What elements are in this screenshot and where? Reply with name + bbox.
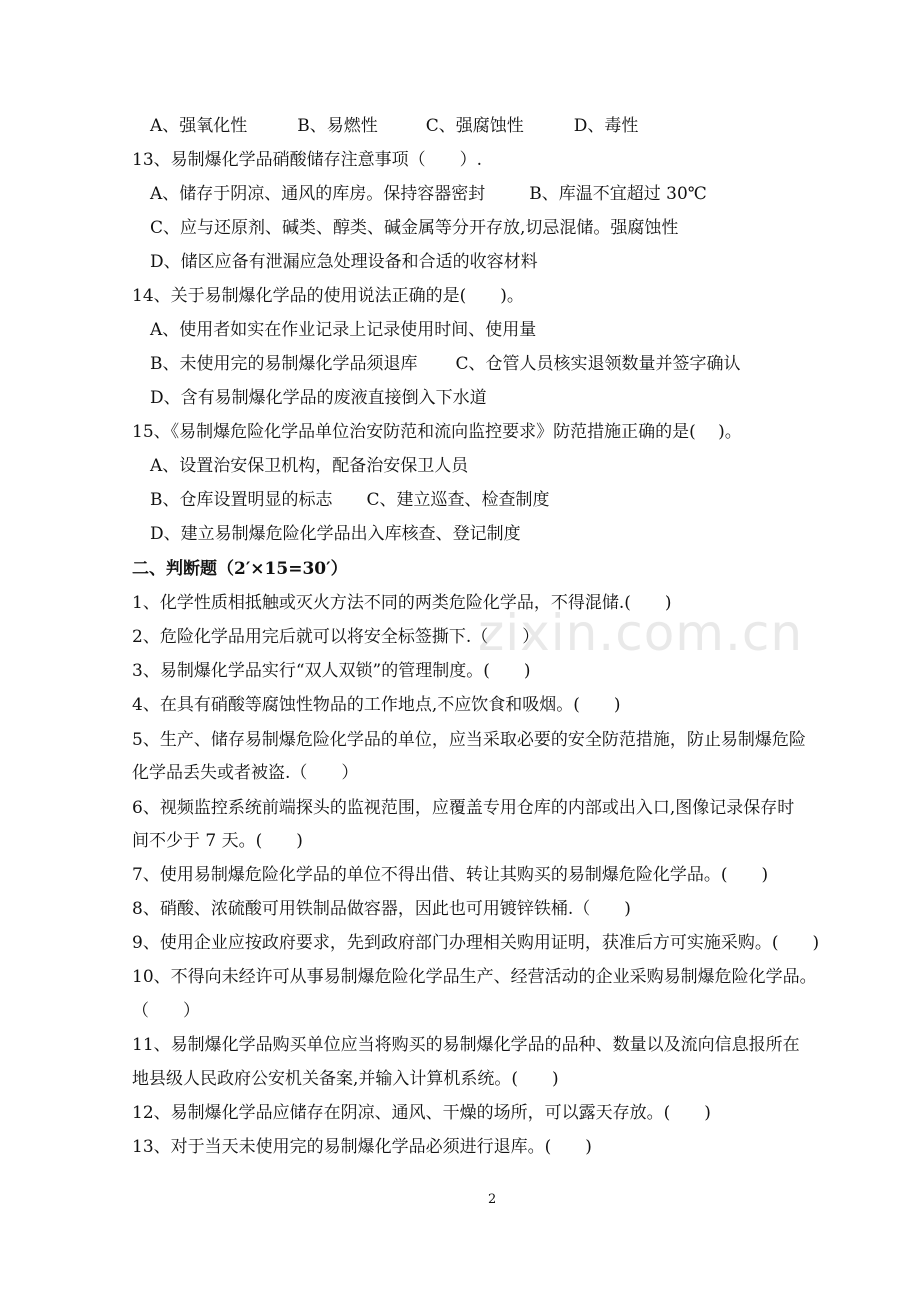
tf-question-13: 13、对于当天未使用完的易制爆化学品必须进行退库。( ) [132, 1137, 592, 1157]
question-14: 14、关于易制爆化学品的使用说法正确的是( )。 [132, 286, 524, 306]
tf-question-5-cont: 化学品丢失或者被盗.（ ） [132, 763, 359, 783]
tf-question-11: 11、易制爆化学品购买单位应当将购买的易制爆化学品的品种、数量以及流向信息报所在 [132, 1035, 800, 1055]
tf-question-7: 7、使用易制爆危险化学品的单位不得出借、转让其购买的易制爆危险化学品。( ) [132, 865, 769, 885]
watermark: zixin.com.cn [478, 604, 804, 662]
question-13: 13、易制爆化学品硝酸储存注意事项（ ）. [132, 150, 483, 170]
tf-question-2: 2、危险化学品用完后就可以将安全标签撕下.（ ） [132, 627, 540, 647]
tf-question-6: 6、视频监控系统前端探头的监视范围，应覆盖专用仓库的内部或出入口,图像记录保存时 [132, 798, 795, 818]
option-b: B、易燃性 [297, 116, 378, 136]
tf-question-10-cont: （ ） [132, 1001, 200, 1021]
option-c: C、应与还原剂、碱类、醇类、碱金属等分开存放,切忌混储。强腐蚀性 [150, 218, 679, 238]
option-c: C、强腐蚀性 [425, 116, 524, 136]
option-d: D、毒性 [573, 116, 639, 136]
option-a: A、使用者如实在作业记录上记录使用时间、使用量 [150, 320, 537, 340]
option-b: B、库温不宜超过 30℃ [529, 184, 707, 204]
option-b: B、仓库设置明显的标志 [150, 490, 333, 510]
tf-question-1: 1、化学性质相抵触或灭火方法不同的两类危险化学品，不得混储.( ) [132, 593, 672, 613]
section-heading: 二、判断题（2′×15=30′） [132, 559, 348, 579]
question-15: 15、《易制爆危险化学品单位治安防范和流向监控要求》防范措施正确的是( )。 [132, 422, 742, 442]
option-a: A、储存于阴凉、通风的库房。保持容器密封 [150, 184, 486, 204]
option-c: C、建立巡查、检查制度 [366, 490, 550, 510]
option-c: C、仓管人员核实退领数量并签字确认 [455, 354, 741, 374]
option-d: D、含有易制爆化学品的废液直接倒入下水道 [150, 388, 487, 408]
tf-question-12: 12、易制爆化学品应储存在阴凉、通风、干燥的场所，可以露天存放。( ) [132, 1103, 711, 1123]
tf-question-11-cont: 地县级人民政府公安机关备案,并输入计算机系统。( ) [132, 1069, 559, 1089]
tf-question-6-cont: 间不少于 7 天。( ) [132, 831, 303, 851]
tf-question-4: 4、在具有硝酸等腐蚀性物品的工作地点,不应饮食和吸烟。( ) [132, 695, 621, 715]
tf-question-8: 8、硝酸、浓硫酸可用铁制品做容器，因此也可用镀锌铁桶.（ ) [132, 899, 631, 919]
option-row [150, 489, 550, 511]
tf-question-5: 5、生产、储存易制爆危险化学品的单位，应当采取必要的安全防范措施，防止易制爆危险 [132, 730, 806, 750]
tf-question-9: 9、使用企业应按政府要求，先到政府部门办理相关购用证明，获准后方可实施采购。( ) [132, 933, 820, 953]
option-d: D、储区应备有泄漏应急处理设备和合适的收容材料 [150, 252, 538, 272]
option-b: B、未使用完的易制爆化学品须退库 [150, 354, 418, 374]
option-row [150, 183, 707, 205]
option-d: D、建立易制爆危险化学品出入库核查、登记制度 [150, 524, 521, 544]
option-a: A、设置治安保卫机构，配备治安保卫人员 [150, 456, 469, 476]
option-row [150, 353, 741, 375]
tf-question-10: 10、不得向未经许可从事易制爆危险化学品生产、经营活动的企业采购易制爆危险化学品。 [132, 967, 817, 987]
page-number: 2 [488, 1192, 497, 1207]
option-a: A、强氧化性 [150, 116, 248, 136]
tf-question-3: 3、易制爆化学品实行“双人双锁”的管理制度。( ) [132, 661, 531, 681]
option-row-12 [150, 115, 638, 137]
